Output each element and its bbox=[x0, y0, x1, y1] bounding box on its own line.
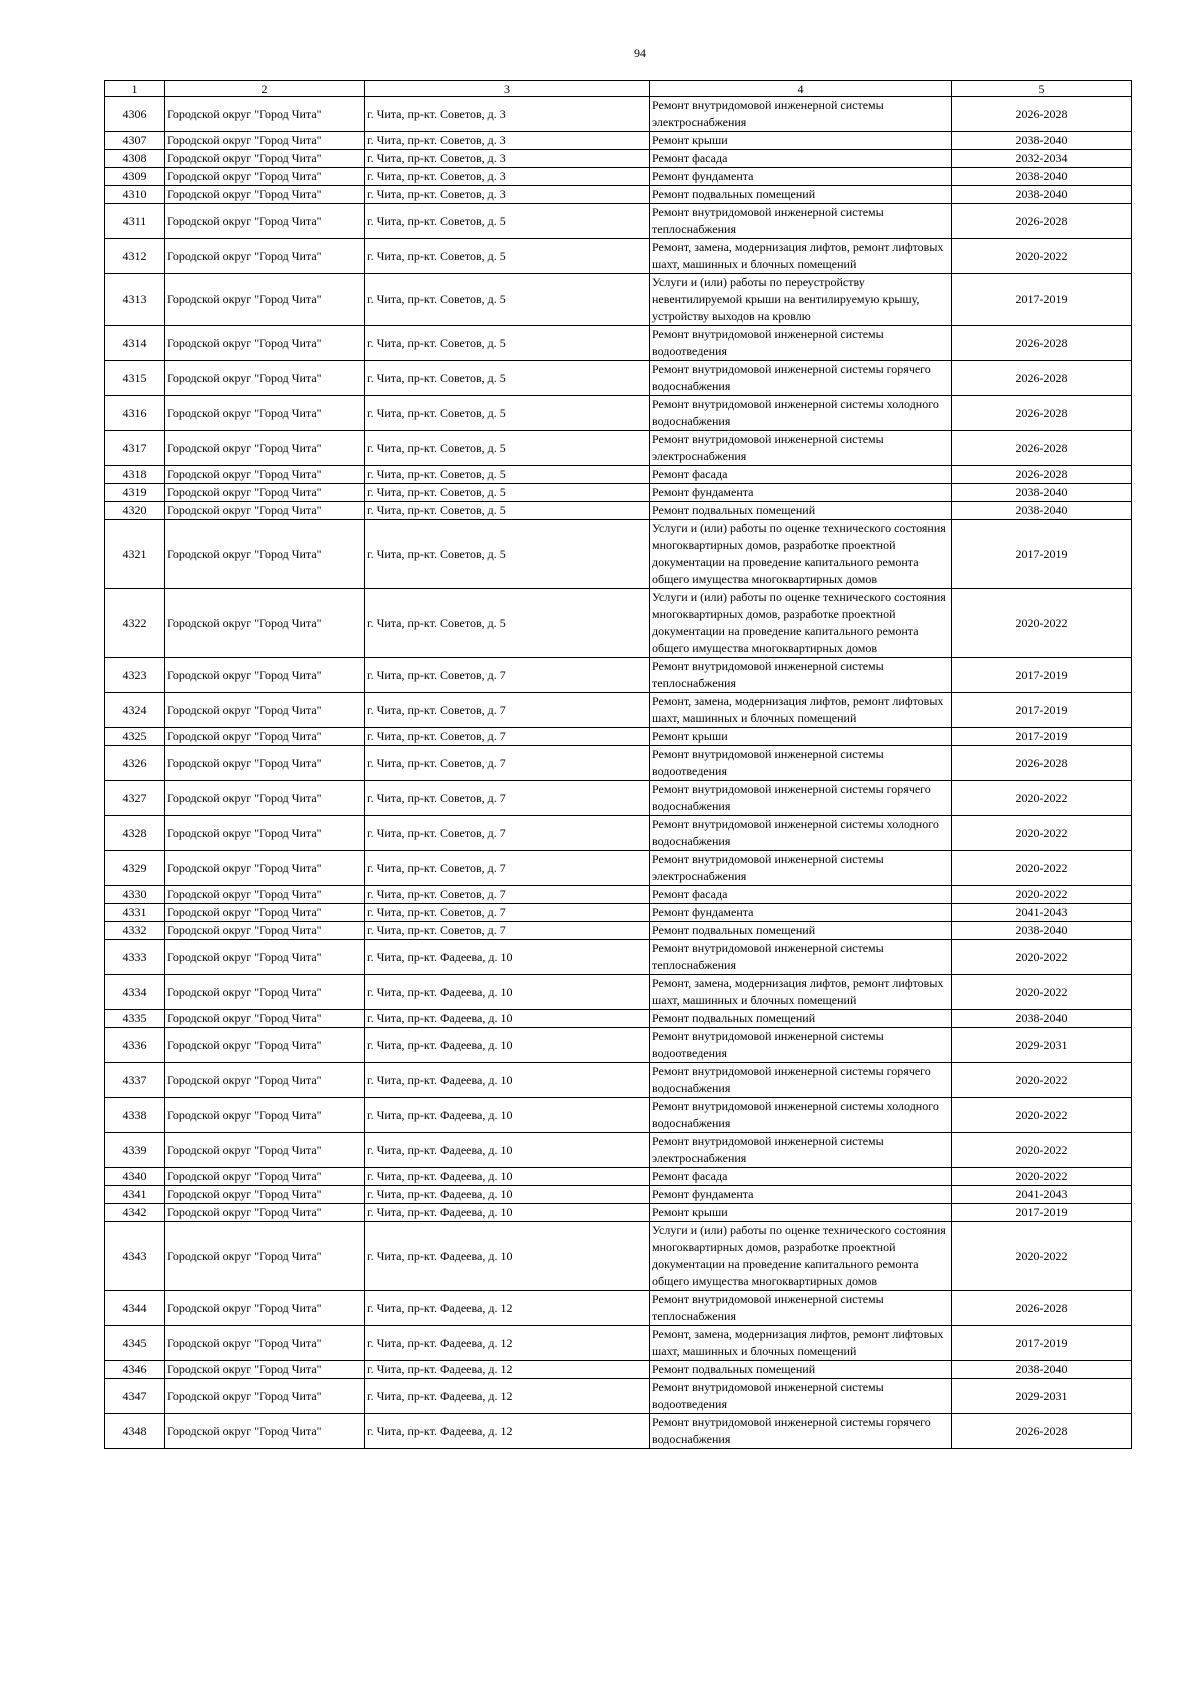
cell-period: 2026-2028 bbox=[952, 97, 1132, 132]
cell-row-number: 4327 bbox=[105, 781, 165, 816]
cell-municipality: Городской округ "Город Чита" bbox=[165, 746, 365, 781]
cell-row-number: 4319 bbox=[105, 484, 165, 502]
cell-row-number: 4334 bbox=[105, 975, 165, 1010]
cell-row-number: 4317 bbox=[105, 431, 165, 466]
cell-work-type: Ремонт фасада bbox=[650, 466, 952, 484]
cell-row-number: 4331 bbox=[105, 904, 165, 922]
cell-address: г. Чита, пр-кт. Советов, д. 5 bbox=[365, 396, 650, 431]
cell-row-number: 4339 bbox=[105, 1133, 165, 1168]
cell-work-type: Ремонт внутридомовой инженерной системы теплоснабжения bbox=[650, 204, 952, 239]
cell-address: г. Чита, пр-кт. Фадеева, д. 12 bbox=[365, 1291, 650, 1326]
table-row bbox=[105, 1326, 1132, 1361]
cell-period: 2017-2019 bbox=[952, 658, 1132, 693]
cell-address: г. Чита, пр-кт. Фадеева, д. 12 bbox=[365, 1379, 650, 1414]
table-row bbox=[105, 1168, 1132, 1186]
cell-work-type: Услуги и (или) работы по переустройству невентилируемой крыши на вентилируемую крышу, устройству выходов на кровлю bbox=[650, 274, 952, 326]
table-row bbox=[105, 746, 1132, 781]
cell-address: г. Чита, пр-кт. Фадеева, д. 10 bbox=[365, 1222, 650, 1291]
cell-municipality: Городской округ "Город Чита" bbox=[165, 589, 365, 658]
cell-municipality: Городской округ "Город Чита" bbox=[165, 396, 365, 431]
cell-municipality: Городской округ "Город Чита" bbox=[165, 940, 365, 975]
cell-work-type: Ремонт подвальных помещений bbox=[650, 1010, 952, 1028]
cell-address: г. Чита, пр-кт. Советов, д. 5 bbox=[365, 466, 650, 484]
cell-work-type: Ремонт фасада bbox=[650, 886, 952, 904]
table-row bbox=[105, 361, 1132, 396]
cell-period: 2017-2019 bbox=[952, 520, 1132, 589]
cell-period: 2020-2022 bbox=[952, 239, 1132, 274]
cell-row-number: 4326 bbox=[105, 746, 165, 781]
table-row bbox=[105, 851, 1132, 886]
table-row bbox=[105, 904, 1132, 922]
table-row bbox=[105, 1186, 1132, 1204]
cell-municipality: Городской округ "Город Чита" bbox=[165, 502, 365, 520]
table-row bbox=[105, 1361, 1132, 1379]
cell-period: 2026-2028 bbox=[952, 396, 1132, 431]
cell-work-type: Ремонт подвальных помещений bbox=[650, 1361, 952, 1379]
cell-row-number: 4347 bbox=[105, 1379, 165, 1414]
cell-municipality: Городской округ "Город Чита" bbox=[165, 922, 365, 940]
cell-address: г. Чита, пр-кт. Фадеева, д. 10 bbox=[365, 1010, 650, 1028]
cell-period: 2020-2022 bbox=[952, 886, 1132, 904]
cell-row-number: 4308 bbox=[105, 150, 165, 168]
cell-municipality: Городской округ "Город Чита" bbox=[165, 1028, 365, 1063]
cell-period: 2017-2019 bbox=[952, 274, 1132, 326]
cell-row-number: 4329 bbox=[105, 851, 165, 886]
cell-address: г. Чита, пр-кт. Советов, д. 5 bbox=[365, 326, 650, 361]
cell-municipality: Городской округ "Город Чита" bbox=[165, 132, 365, 150]
table-row bbox=[105, 1291, 1132, 1326]
cell-row-number: 4314 bbox=[105, 326, 165, 361]
table-row bbox=[105, 168, 1132, 186]
table-body bbox=[105, 81, 1132, 1449]
cell-period: 2020-2022 bbox=[952, 1063, 1132, 1098]
cell-period: 2038-2040 bbox=[952, 168, 1132, 186]
cell-work-type: Ремонт внутридомовой инженерной системы водоотведения bbox=[650, 326, 952, 361]
cell-period: 2020-2022 bbox=[952, 1222, 1132, 1291]
cell-period: 2026-2028 bbox=[952, 1291, 1132, 1326]
cell-work-type: Ремонт крыши bbox=[650, 728, 952, 746]
cell-municipality: Городской округ "Город Чита" bbox=[165, 150, 365, 168]
table-row bbox=[105, 658, 1132, 693]
cell-municipality: Городской округ "Город Чита" bbox=[165, 1361, 365, 1379]
cell-period: 2017-2019 bbox=[952, 693, 1132, 728]
table-row bbox=[105, 132, 1132, 150]
cell-address: г. Чита, пр-кт. Советов, д. 7 bbox=[365, 781, 650, 816]
cell-row-number: 4345 bbox=[105, 1326, 165, 1361]
cell-address: г. Чита, пр-кт. Советов, д. 5 bbox=[365, 274, 650, 326]
cell-work-type: Услуги и (или) работы по оценке технического состояния многоквартирных домов, разработке проектной документации на проведение капитального ремонта общего имущества многоквартирных домов bbox=[650, 1222, 952, 1291]
cell-work-type: Ремонт фундамента bbox=[650, 484, 952, 502]
cell-period: 2038-2040 bbox=[952, 502, 1132, 520]
cell-period: 2020-2022 bbox=[952, 851, 1132, 886]
cell-municipality: Городской округ "Город Чита" bbox=[165, 1063, 365, 1098]
cell-address: г. Чита, пр-кт. Фадеева, д. 10 bbox=[365, 940, 650, 975]
cell-period: 2020-2022 bbox=[952, 781, 1132, 816]
cell-work-type: Ремонт фундамента bbox=[650, 168, 952, 186]
cell-period: 2026-2028 bbox=[952, 746, 1132, 781]
cell-address: г. Чита, пр-кт. Советов, д. 7 bbox=[365, 922, 650, 940]
cell-period: 2020-2022 bbox=[952, 1098, 1132, 1133]
cell-municipality: Городской округ "Город Чита" bbox=[165, 816, 365, 851]
cell-period: 2017-2019 bbox=[952, 1204, 1132, 1222]
cell-period: 2026-2028 bbox=[952, 1414, 1132, 1449]
cell-work-type: Ремонт, замена, модернизация лифтов, ремонт лифтовых шахт, машинных и блочных помещений bbox=[650, 239, 952, 274]
cell-municipality: Городской округ "Город Чита" bbox=[165, 1098, 365, 1133]
cell-row-number: 4320 bbox=[105, 502, 165, 520]
cell-period: 2017-2019 bbox=[952, 1326, 1132, 1361]
table-row bbox=[105, 1204, 1132, 1222]
cell-period: 2038-2040 bbox=[952, 922, 1132, 940]
cell-period: 2020-2022 bbox=[952, 940, 1132, 975]
cell-row-number: 4346 bbox=[105, 1361, 165, 1379]
cell-municipality: Городской округ "Город Чита" bbox=[165, 781, 365, 816]
cell-address: г. Чита, пр-кт. Фадеева, д. 10 bbox=[365, 1133, 650, 1168]
header-cell-1: 1 bbox=[105, 81, 165, 97]
page-number: 94 bbox=[634, 46, 646, 60]
table-row bbox=[105, 204, 1132, 239]
header-cell-4: 4 bbox=[650, 81, 952, 97]
cell-address: г. Чита, пр-кт. Советов, д. 3 bbox=[365, 132, 650, 150]
cell-work-type: Ремонт фундамента bbox=[650, 1186, 952, 1204]
cell-work-type: Ремонт фундамента bbox=[650, 904, 952, 922]
table-row bbox=[105, 940, 1132, 975]
cell-work-type: Ремонт, замена, модернизация лифтов, ремонт лифтовых шахт, машинных и блочных помещений bbox=[650, 1326, 952, 1361]
table-row bbox=[105, 1010, 1132, 1028]
cell-work-type: Ремонт внутридомовой инженерной системы теплоснабжения bbox=[650, 940, 952, 975]
table-row bbox=[105, 1379, 1132, 1414]
cell-period: 2038-2040 bbox=[952, 1010, 1132, 1028]
cell-address: г. Чита, пр-кт. Советов, д. 7 bbox=[365, 746, 650, 781]
cell-row-number: 4325 bbox=[105, 728, 165, 746]
table-row bbox=[105, 922, 1132, 940]
table-row bbox=[105, 975, 1132, 1010]
cell-municipality: Городской округ "Город Чита" bbox=[165, 1186, 365, 1204]
cell-address: г. Чита, пр-кт. Советов, д. 3 bbox=[365, 97, 650, 132]
cell-work-type: Ремонт внутридомовой инженерной системы водоотведения bbox=[650, 1379, 952, 1414]
cell-municipality: Городской округ "Город Чита" bbox=[165, 168, 365, 186]
cell-row-number: 4310 bbox=[105, 186, 165, 204]
repair-schedule-table bbox=[104, 80, 1132, 1449]
cell-address: г. Чита, пр-кт. Фадеева, д. 10 bbox=[365, 1028, 650, 1063]
cell-period: 2041-2043 bbox=[952, 904, 1132, 922]
cell-address: г. Чита, пр-кт. Советов, д. 5 bbox=[365, 589, 650, 658]
cell-address: г. Чита, пр-кт. Советов, д. 3 bbox=[365, 186, 650, 204]
cell-address: г. Чита, пр-кт. Фадеева, д. 10 bbox=[365, 1204, 650, 1222]
cell-municipality: Городской округ "Город Чита" bbox=[165, 728, 365, 746]
cell-row-number: 4315 bbox=[105, 361, 165, 396]
cell-row-number: 4344 bbox=[105, 1291, 165, 1326]
cell-work-type: Ремонт внутридомовой инженерной системы холодного водоснабжения bbox=[650, 1098, 952, 1133]
cell-municipality: Городской округ "Город Чита" bbox=[165, 851, 365, 886]
cell-address: г. Чита, пр-кт. Советов, д. 7 bbox=[365, 816, 650, 851]
cell-municipality: Городской округ "Город Чита" bbox=[165, 274, 365, 326]
cell-work-type: Ремонт внутридомовой инженерной системы водоотведения bbox=[650, 1028, 952, 1063]
cell-row-number: 4341 bbox=[105, 1186, 165, 1204]
cell-row-number: 4322 bbox=[105, 589, 165, 658]
cell-municipality: Городской округ "Город Чита" bbox=[165, 975, 365, 1010]
cell-address: г. Чита, пр-кт. Советов, д. 7 bbox=[365, 728, 650, 746]
table-row bbox=[105, 466, 1132, 484]
cell-period: 2026-2028 bbox=[952, 326, 1132, 361]
table-row bbox=[105, 484, 1132, 502]
cell-period: 2026-2028 bbox=[952, 466, 1132, 484]
cell-period: 2038-2040 bbox=[952, 186, 1132, 204]
cell-municipality: Городской округ "Город Чита" bbox=[165, 1204, 365, 1222]
table-row bbox=[105, 97, 1132, 132]
header-cell-2: 2 bbox=[165, 81, 365, 97]
cell-municipality: Городской округ "Город Чита" bbox=[165, 466, 365, 484]
cell-work-type: Ремонт внутридомовой инженерной системы горячего водоснабжения bbox=[650, 781, 952, 816]
header-cell-3: 3 bbox=[365, 81, 650, 97]
cell-municipality: Городской округ "Город Чита" bbox=[165, 904, 365, 922]
cell-row-number: 4324 bbox=[105, 693, 165, 728]
cell-work-type: Ремонт внутридомовой инженерной системы электроснабжения bbox=[650, 97, 952, 132]
cell-period: 2038-2040 bbox=[952, 1361, 1132, 1379]
cell-municipality: Городской округ "Город Чита" bbox=[165, 520, 365, 589]
cell-address: г. Чита, пр-кт. Советов, д. 5 bbox=[365, 204, 650, 239]
cell-period: 2029-2031 bbox=[952, 1379, 1132, 1414]
cell-municipality: Городской округ "Город Чита" bbox=[165, 1133, 365, 1168]
cell-municipality: Городской округ "Город Чита" bbox=[165, 97, 365, 132]
cell-period: 2026-2028 bbox=[952, 361, 1132, 396]
cell-address: г. Чита, пр-кт. Фадеева, д. 12 bbox=[365, 1414, 650, 1449]
cell-row-number: 4323 bbox=[105, 658, 165, 693]
cell-municipality: Городской округ "Город Чита" bbox=[165, 1291, 365, 1326]
cell-municipality: Городской округ "Город Чита" bbox=[165, 431, 365, 466]
cell-address: г. Чита, пр-кт. Советов, д. 5 bbox=[365, 239, 650, 274]
cell-address: г. Чита, пр-кт. Советов, д. 5 bbox=[365, 520, 650, 589]
cell-work-type: Ремонт фасада bbox=[650, 1168, 952, 1186]
cell-row-number: 4321 bbox=[105, 520, 165, 589]
cell-period: 2020-2022 bbox=[952, 975, 1132, 1010]
table-row bbox=[105, 886, 1132, 904]
cell-address: г. Чита, пр-кт. Советов, д. 7 bbox=[365, 693, 650, 728]
cell-period: 2020-2022 bbox=[952, 816, 1132, 851]
cell-period: 2020-2022 bbox=[952, 1133, 1132, 1168]
cell-row-number: 4337 bbox=[105, 1063, 165, 1098]
header-cell-5: 5 bbox=[952, 81, 1132, 97]
table-row bbox=[105, 186, 1132, 204]
cell-period: 2038-2040 bbox=[952, 132, 1132, 150]
cell-row-number: 4336 bbox=[105, 1028, 165, 1063]
cell-period: 2041-2043 bbox=[952, 1186, 1132, 1204]
cell-period: 2032-2034 bbox=[952, 150, 1132, 168]
cell-row-number: 4306 bbox=[105, 97, 165, 132]
table-row bbox=[105, 1098, 1132, 1133]
cell-row-number: 4348 bbox=[105, 1414, 165, 1449]
table-row bbox=[105, 1414, 1132, 1449]
cell-row-number: 4328 bbox=[105, 816, 165, 851]
table-row bbox=[105, 693, 1132, 728]
cell-period: 2017-2019 bbox=[952, 728, 1132, 746]
cell-row-number: 4309 bbox=[105, 168, 165, 186]
table-row bbox=[105, 728, 1132, 746]
cell-work-type: Ремонт крыши bbox=[650, 1204, 952, 1222]
cell-municipality: Городской округ "Город Чита" bbox=[165, 693, 365, 728]
cell-period: 2020-2022 bbox=[952, 1168, 1132, 1186]
table-row bbox=[105, 150, 1132, 168]
cell-work-type: Ремонт, замена, модернизация лифтов, ремонт лифтовых шахт, машинных и блочных помещений bbox=[650, 975, 952, 1010]
cell-work-type: Ремонт крыши bbox=[650, 132, 952, 150]
cell-municipality: Городской округ "Город Чита" bbox=[165, 326, 365, 361]
cell-address: г. Чита, пр-кт. Фадеева, д. 10 bbox=[365, 1186, 650, 1204]
table-row bbox=[105, 1133, 1132, 1168]
cell-municipality: Городской округ "Город Чита" bbox=[165, 484, 365, 502]
cell-address: г. Чита, пр-кт. Фадеева, д. 10 bbox=[365, 975, 650, 1010]
cell-address: г. Чита, пр-кт. Советов, д. 7 bbox=[365, 904, 650, 922]
cell-municipality: Городской округ "Город Чита" bbox=[165, 361, 365, 396]
cell-row-number: 4311 bbox=[105, 204, 165, 239]
cell-work-type: Ремонт внутридомовой инженерной системы электроснабжения bbox=[650, 851, 952, 886]
cell-work-type: Ремонт внутридомовой инженерной системы теплоснабжения bbox=[650, 1291, 952, 1326]
cell-address: г. Чита, пр-кт. Советов, д. 7 bbox=[365, 658, 650, 693]
cell-address: г. Чита, пр-кт. Фадеева, д. 12 bbox=[365, 1361, 650, 1379]
cell-work-type: Ремонт фасада bbox=[650, 150, 952, 168]
cell-work-type: Ремонт подвальных помещений bbox=[650, 186, 952, 204]
table-row bbox=[105, 274, 1132, 326]
table-row bbox=[105, 326, 1132, 361]
cell-address: г. Чита, пр-кт. Советов, д. 5 bbox=[365, 484, 650, 502]
cell-work-type: Ремонт внутридомовой инженерной системы холодного водоснабжения bbox=[650, 816, 952, 851]
cell-row-number: 4342 bbox=[105, 1204, 165, 1222]
cell-address: г. Чита, пр-кт. Фадеева, д. 10 bbox=[365, 1098, 650, 1133]
cell-row-number: 4338 bbox=[105, 1098, 165, 1133]
table-row bbox=[105, 1222, 1132, 1291]
cell-work-type: Услуги и (или) работы по оценке технического состояния многоквартирных домов, разработке проектной документации на проведение капитального ремонта общего имущества многоквартирных домов bbox=[650, 589, 952, 658]
cell-address: г. Чита, пр-кт. Советов, д. 5 bbox=[365, 361, 650, 396]
cell-row-number: 4307 bbox=[105, 132, 165, 150]
cell-address: г. Чита, пр-кт. Советов, д. 3 bbox=[365, 168, 650, 186]
cell-row-number: 4312 bbox=[105, 239, 165, 274]
cell-work-type: Ремонт внутридомовой инженерной системы электроснабжения bbox=[650, 1133, 952, 1168]
cell-address: г. Чита, пр-кт. Советов, д. 7 bbox=[365, 851, 650, 886]
cell-address: г. Чита, пр-кт. Советов, д. 5 bbox=[365, 431, 650, 466]
cell-work-type: Услуги и (или) работы по оценке технического состояния многоквартирных домов, разработке проектной документации на проведение капитального ремонта общего имущества многоквартирных домов bbox=[650, 520, 952, 589]
cell-work-type: Ремонт подвальных помещений bbox=[650, 922, 952, 940]
cell-municipality: Городской округ "Город Чита" bbox=[165, 658, 365, 693]
cell-municipality: Городской округ "Город Чита" bbox=[165, 1010, 365, 1028]
table-row bbox=[105, 1063, 1132, 1098]
table-row bbox=[105, 396, 1132, 431]
cell-row-number: 4332 bbox=[105, 922, 165, 940]
cell-row-number: 4343 bbox=[105, 1222, 165, 1291]
header-row bbox=[105, 81, 1132, 97]
table-row bbox=[105, 589, 1132, 658]
cell-period: 2029-2031 bbox=[952, 1028, 1132, 1063]
cell-address: г. Чита, пр-кт. Советов, д. 3 bbox=[365, 150, 650, 168]
cell-address: г. Чита, пр-кт. Фадеева, д. 10 bbox=[365, 1168, 650, 1186]
cell-municipality: Городской округ "Город Чита" bbox=[165, 1326, 365, 1361]
table-row bbox=[105, 520, 1132, 589]
table-row bbox=[105, 816, 1132, 851]
cell-row-number: 4330 bbox=[105, 886, 165, 904]
cell-period: 2026-2028 bbox=[952, 431, 1132, 466]
cell-row-number: 4340 bbox=[105, 1168, 165, 1186]
cell-work-type: Ремонт внутридомовой инженерной системы горячего водоснабжения bbox=[650, 1414, 952, 1449]
cell-work-type: Ремонт внутридомовой инженерной системы теплоснабжения bbox=[650, 658, 952, 693]
cell-row-number: 4318 bbox=[105, 466, 165, 484]
cell-address: г. Чита, пр-кт. Фадеева, д. 10 bbox=[365, 1063, 650, 1098]
cell-period: 2026-2028 bbox=[952, 204, 1132, 239]
cell-work-type: Ремонт внутридомовой инженерной системы водоотведения bbox=[650, 746, 952, 781]
table-row bbox=[105, 239, 1132, 274]
cell-municipality: Городской округ "Город Чита" bbox=[165, 1222, 365, 1291]
cell-address: г. Чита, пр-кт. Советов, д. 7 bbox=[365, 886, 650, 904]
cell-municipality: Городской округ "Город Чита" bbox=[165, 1168, 365, 1186]
cell-work-type: Ремонт внутридомовой инженерной системы электроснабжения bbox=[650, 431, 952, 466]
cell-address: г. Чита, пр-кт. Фадеева, д. 12 bbox=[365, 1326, 650, 1361]
cell-municipality: Городской округ "Город Чита" bbox=[165, 239, 365, 274]
cell-municipality: Городской округ "Город Чита" bbox=[165, 204, 365, 239]
cell-work-type: Ремонт внутридомовой инженерной системы холодного водоснабжения bbox=[650, 396, 952, 431]
cell-row-number: 4316 bbox=[105, 396, 165, 431]
cell-row-number: 4313 bbox=[105, 274, 165, 326]
cell-period: 2020-2022 bbox=[952, 589, 1132, 658]
table-row bbox=[105, 502, 1132, 520]
cell-municipality: Городской округ "Город Чита" bbox=[165, 886, 365, 904]
table-row bbox=[105, 781, 1132, 816]
cell-period: 2038-2040 bbox=[952, 484, 1132, 502]
cell-address: г. Чита, пр-кт. Советов, д. 5 bbox=[365, 502, 650, 520]
cell-row-number: 4333 bbox=[105, 940, 165, 975]
cell-work-type: Ремонт внутридомовой инженерной системы горячего водоснабжения bbox=[650, 1063, 952, 1098]
table-row bbox=[105, 431, 1132, 466]
cell-work-type: Ремонт внутридомовой инженерной системы горячего водоснабжения bbox=[650, 361, 952, 396]
cell-municipality: Городской округ "Город Чита" bbox=[165, 1414, 365, 1449]
cell-municipality: Городской округ "Город Чита" bbox=[165, 1379, 365, 1414]
table-row bbox=[105, 1028, 1132, 1063]
cell-work-type: Ремонт подвальных помещений bbox=[650, 502, 952, 520]
cell-row-number: 4335 bbox=[105, 1010, 165, 1028]
cell-work-type: Ремонт, замена, модернизация лифтов, ремонт лифтовых шахт, машинных и блочных помещений bbox=[650, 693, 952, 728]
cell-municipality: Городской округ "Город Чита" bbox=[165, 186, 365, 204]
